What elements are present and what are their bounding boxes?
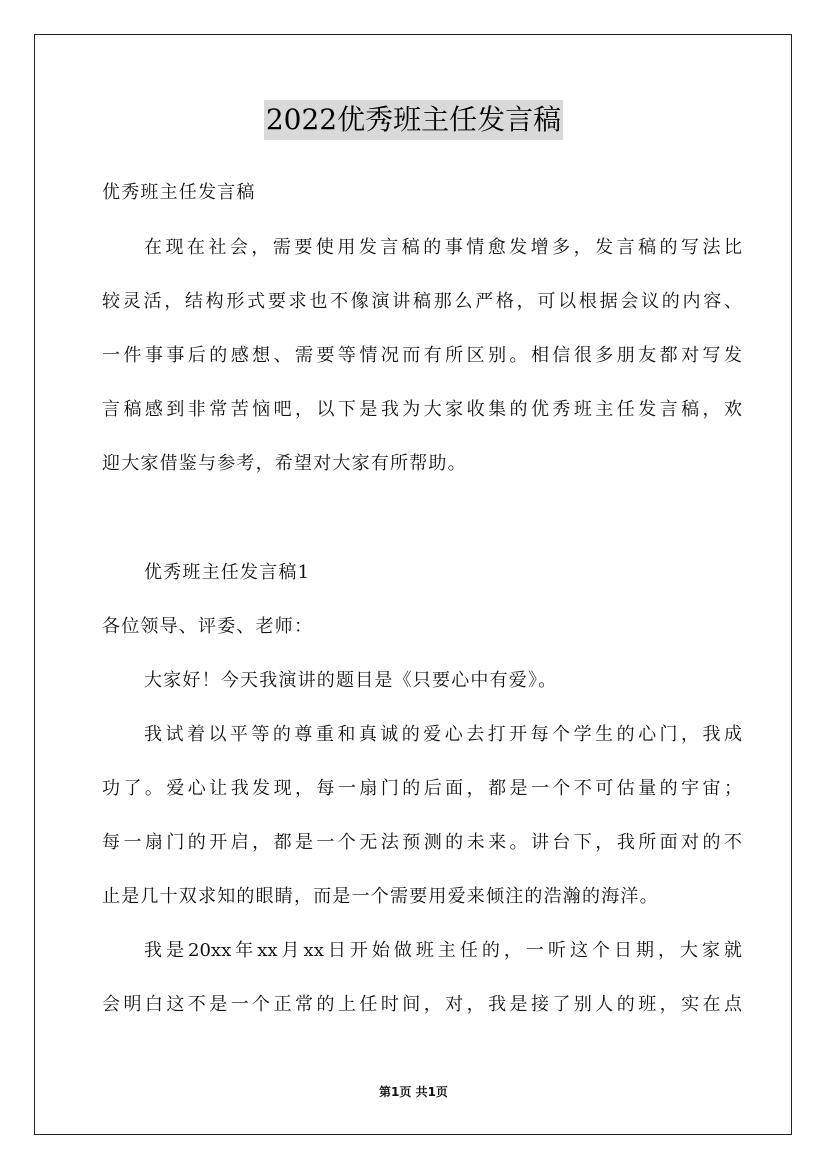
paragraph-line: 每一扇门的开启，都是一个无法预测的未来。讲台下，我所面对的不 [102,832,742,853]
paragraph-line: 会明白这不是一个正常的上任时间，对，我是接了别人的班，实在点 [102,994,742,1015]
paragraph-line: 我是20xx年xx月xx日开始做班主任的，一听这个日期，大家就 [144,940,742,961]
document-subtitle: 优秀班主任发言稿 [102,182,256,203]
intro-line: 较灵活，结构形式要求也不像演讲稿那么严格，可以根据会议的内容、 [102,291,742,312]
paragraph-line: 止是几十双求知的眼睛，而是一个需要用爱来倾注的浩瀚的海洋。 [102,886,659,907]
document-title: 2022优秀班主任发言稿 [264,100,563,140]
intro-line: 言稿感到非常苦恼吧，以下是我为大家收集的优秀班主任发言稿，欢 [102,399,742,420]
paragraph-line: 功了。爱心让我发现，每一扇门的后面，都是一个不可估量的宇宙； [102,778,742,799]
intro-line: 在现在社会，需要使用发言稿的事情愈发增多，发言稿的写法比 [144,237,742,258]
paragraph-line: 我试着以平等的尊重和真诚的爱心去打开每个学生的心门，我成 [144,724,742,745]
section-heading: 优秀班主任发言稿1 [144,562,311,583]
page-number-footer: 第1页 共1页 [379,1085,448,1099]
intro-line: 一件事事后的感想、需要等情况而有所区别。相信很多朋友都对写发 [102,345,742,366]
salutation: 各位领导、评委、老师： [102,616,314,637]
title-container [0,100,827,140]
greeting: 大家好！今天我演讲的题目是《只要心中有爱》。 [144,670,558,691]
intro-line: 迎大家借鉴与参考，希望对大家有所帮助。 [102,453,467,474]
